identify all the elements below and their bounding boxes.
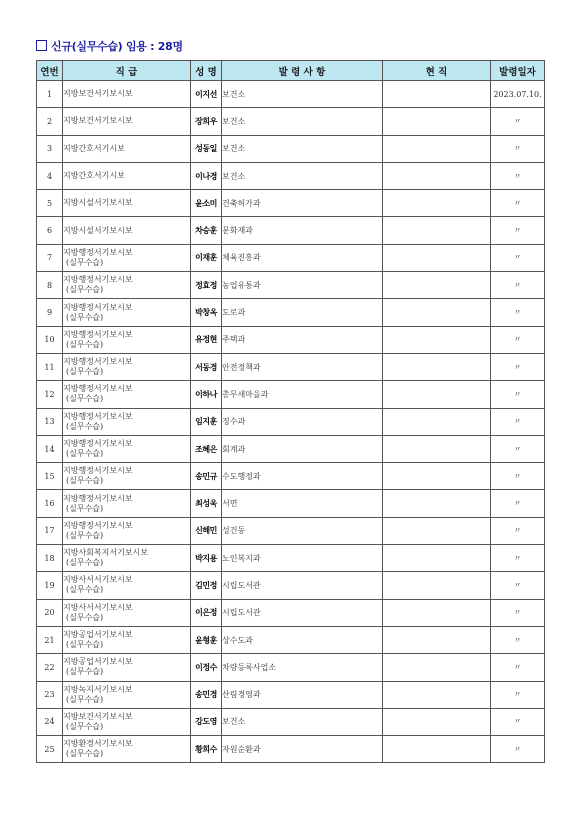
rank-title: 지방시설서기보시보: [63, 198, 133, 208]
person-name: 윤형훈: [191, 626, 222, 653]
table-row: [37, 463, 545, 490]
rank-cell: [63, 299, 191, 326]
rank-title: 지방환경서기보시보: [63, 739, 133, 749]
current-position: [383, 190, 491, 217]
table-row: [37, 545, 545, 572]
table-header-row: [37, 61, 545, 81]
table-row: [37, 190, 545, 217]
rank-title: 지방간호서기시보: [63, 171, 125, 181]
table-row: [37, 326, 545, 353]
rank-probation-note: (실무수습): [66, 449, 104, 458]
rank-cell: [63, 81, 191, 108]
header-rank: 직 급: [63, 61, 191, 81]
person-name: 유정현: [191, 326, 222, 353]
posting-department: 주택과: [222, 326, 383, 353]
person-name: 이은정: [191, 599, 222, 626]
row-number: 10: [37, 326, 63, 353]
posting-department: 보건소: [222, 708, 383, 735]
rank-probation-note: (실무수습): [66, 476, 104, 486]
rank-title: 지방행정서기보시보: [63, 329, 133, 339]
row-number: 9: [37, 299, 63, 326]
current-position: [383, 626, 491, 653]
appointment-date: 〃: [491, 244, 545, 271]
rank-cell: [63, 108, 191, 135]
rank-cell: [63, 463, 191, 490]
rank-cell: [63, 190, 191, 217]
rank-cell: [63, 408, 191, 435]
person-name: 임지훈: [191, 408, 222, 435]
person-name: 신해민: [191, 517, 222, 544]
rank-cell: [63, 435, 191, 462]
table-row: [37, 217, 545, 244]
current-position: [383, 736, 491, 763]
table-row: [37, 244, 545, 271]
table-row: [37, 408, 545, 435]
posting-department: 회계과: [222, 435, 383, 462]
rank-title: 지방공업서기보시보: [63, 630, 133, 640]
row-number: 12: [37, 381, 63, 408]
header-date: 발령일자: [491, 61, 545, 81]
row-number: 16: [37, 490, 63, 517]
rank-probation-note: (실무수습): [66, 612, 104, 622]
row-number: 7: [37, 244, 63, 271]
row-number: 21: [37, 626, 63, 653]
rank-title: 지방사회복지서기보시보: [63, 548, 149, 558]
current-position: [383, 81, 491, 108]
rank-cell: [63, 654, 191, 681]
current-position: [383, 353, 491, 380]
person-name: 황희수: [191, 736, 222, 763]
row-number: 19: [37, 572, 63, 599]
table-row: [37, 299, 545, 326]
rank-probation-note: (실무수습): [66, 694, 104, 704]
posting-department: 산림경영과: [222, 681, 383, 708]
appointment-date: 〃: [491, 299, 545, 326]
table-row: [37, 708, 545, 735]
person-name: 강도영: [191, 708, 222, 735]
rank-probation-note: (실무수습): [66, 558, 104, 568]
person-name: 이하나: [191, 381, 222, 408]
rank-title: 지방시설서기보시보: [63, 225, 133, 235]
rank-title: 지방보건서기보시보: [63, 89, 133, 99]
appointment-date: 〃: [491, 708, 545, 735]
rank-title: 지방행정서기보시보: [63, 357, 133, 367]
rank-probation-note: (실무수습): [66, 585, 104, 595]
person-name: 최성욱: [191, 490, 222, 517]
current-position: [383, 244, 491, 271]
rank-probation-note: (실무수습): [66, 421, 104, 431]
current-position: [383, 490, 491, 517]
table-row: [37, 681, 545, 708]
rank-probation-note: (실무수습): [66, 530, 104, 540]
header-posting: 발 령 사 항: [222, 61, 383, 81]
person-name: 이나경: [191, 162, 222, 189]
appointment-date: 〃: [491, 626, 545, 653]
current-position: [383, 108, 491, 135]
current-position: [383, 654, 491, 681]
appointment-date: 〃: [491, 162, 545, 189]
appointment-date: 〃: [491, 190, 545, 217]
rank-title: 지방행정서기보시보: [63, 275, 133, 285]
rank-cell: [63, 599, 191, 626]
table-row: [37, 490, 545, 517]
page-heading-text: 신규(실무수습) 임용 : 28명: [51, 40, 183, 53]
current-position: [383, 217, 491, 244]
current-position: [383, 599, 491, 626]
rank-title: 지방행정서기보시보: [63, 493, 133, 503]
current-position: [383, 272, 491, 299]
person-name: 장희우: [191, 108, 222, 135]
rank-title: 지방사서서기보시보: [63, 575, 133, 585]
appointment-date: 〃: [491, 381, 545, 408]
person-name: 성동일: [191, 135, 222, 162]
posting-department: 보건소: [222, 81, 383, 108]
posting-department: 보건소: [222, 162, 383, 189]
person-name: 송민경: [191, 681, 222, 708]
rank-cell: [63, 736, 191, 763]
row-number: 13: [37, 408, 63, 435]
current-position: [383, 572, 491, 599]
rank-cell: [63, 708, 191, 735]
row-number: 2: [37, 108, 63, 135]
row-number: 3: [37, 135, 63, 162]
rank-title: 지방행정서기보시보: [63, 520, 133, 530]
person-name: 이재훈: [191, 244, 222, 271]
posting-department: 시립도서관: [222, 599, 383, 626]
appointment-date: 〃: [491, 463, 545, 490]
rank-probation-note: (실무수습): [66, 721, 104, 731]
person-name: 이지선: [191, 81, 222, 108]
person-name: 서동경: [191, 353, 222, 380]
appointment-date: 〃: [491, 545, 545, 572]
rank-probation-note: (실무수습): [66, 257, 104, 267]
current-position: [383, 545, 491, 572]
table-row: [37, 81, 545, 108]
posting-department: 안전정책과: [222, 353, 383, 380]
rank-cell: [63, 681, 191, 708]
rank-cell: [63, 326, 191, 353]
rank-title: 지방보건서기보시보: [63, 711, 133, 721]
posting-department: 노인복지과: [222, 545, 383, 572]
table-row: [37, 736, 545, 763]
person-name: 김민정: [191, 572, 222, 599]
table-row: [37, 162, 545, 189]
appointment-date: 〃: [491, 353, 545, 380]
rank-cell: [63, 545, 191, 572]
appointment-date: 〃: [491, 490, 545, 517]
rank-cell: [63, 490, 191, 517]
appointment-date: 〃: [491, 681, 545, 708]
posting-department: 상수도과: [222, 626, 383, 653]
table-row: [37, 435, 545, 462]
row-number: 4: [37, 162, 63, 189]
rank-cell: [63, 517, 191, 544]
current-position: [383, 408, 491, 435]
rank-probation-note: (실무수습): [66, 667, 104, 677]
rank-title: 지방보건서기보시보: [63, 116, 133, 126]
table-row: [37, 572, 545, 599]
row-number: 23: [37, 681, 63, 708]
checkbox-square-icon: [36, 40, 47, 51]
posting-department: 건축허가과: [222, 190, 383, 217]
rank-title: 지방행정서기보시보: [63, 247, 133, 257]
rank-cell: [63, 572, 191, 599]
table-row: [37, 272, 545, 299]
posting-department: 문화재과: [222, 217, 383, 244]
rank-title: 지방행정서기보시보: [63, 302, 133, 312]
appointment-date: 〃: [491, 272, 545, 299]
rank-title: 지방행정서기보시보: [63, 439, 133, 448]
appointment-date: 〃: [491, 408, 545, 435]
header-current: 현 직: [383, 61, 491, 81]
person-name: 박지용: [191, 545, 222, 572]
row-number: 25: [37, 736, 63, 763]
rank-probation-note: (실무수습): [66, 367, 104, 377]
current-position: [383, 517, 491, 544]
rank-probation-note: (실무수습): [66, 640, 104, 650]
current-position: [383, 326, 491, 353]
rank-probation-note: (실무수습): [66, 503, 104, 513]
posting-department: 징수과: [222, 408, 383, 435]
posting-department: 체육진흥과: [222, 244, 383, 271]
person-name: 정효정: [191, 272, 222, 299]
row-number: 17: [37, 517, 63, 544]
current-position: [383, 463, 491, 490]
rank-cell: [63, 217, 191, 244]
appointment-date: 〃: [491, 217, 545, 244]
appointment-date: 2023.07.10.: [491, 81, 545, 108]
row-number: 5: [37, 190, 63, 217]
appointment-date: 〃: [491, 736, 545, 763]
table-row: [37, 517, 545, 544]
rank-title: 지방공업서기보시보: [63, 657, 133, 667]
rank-cell: [63, 162, 191, 189]
posting-department: 도로과: [222, 299, 383, 326]
appointment-date: 〃: [491, 135, 545, 162]
current-position: [383, 299, 491, 326]
rank-cell: [63, 272, 191, 299]
posting-department: 농업유통과: [222, 272, 383, 299]
appointment-date: 〃: [491, 654, 545, 681]
rank-probation-note: (실무수습): [66, 312, 104, 322]
appointment-date: 〃: [491, 572, 545, 599]
person-name: 박창옥: [191, 299, 222, 326]
row-number: 14: [37, 435, 63, 462]
row-number: 24: [37, 708, 63, 735]
rank-title: 지방간호서기시보: [63, 143, 125, 153]
posting-department: 시립도서관: [222, 572, 383, 599]
row-number: 15: [37, 463, 63, 490]
rank-title: 지방사서서기보시보: [63, 602, 133, 612]
current-position: [383, 708, 491, 735]
appointment-table: [36, 60, 545, 763]
appointment-date: 〃: [491, 326, 545, 353]
appointment-date: 〃: [491, 517, 545, 544]
row-number: 22: [37, 654, 63, 681]
rank-cell: [63, 626, 191, 653]
posting-department: 수도행정과: [222, 463, 383, 490]
posting-department: 차량등록사업소: [222, 654, 383, 681]
table-row: [37, 599, 545, 626]
rank-probation-note: (실무수습): [66, 285, 104, 295]
appointment-date: 〃: [491, 599, 545, 626]
rank-title: 지방녹지서기보시보: [63, 684, 133, 694]
rank-cell: [63, 135, 191, 162]
row-number: 20: [37, 599, 63, 626]
person-name: 윤소미: [191, 190, 222, 217]
table-row: [37, 108, 545, 135]
page-heading: [36, 38, 183, 54]
person-name: 이정수: [191, 654, 222, 681]
rank-title: 지방행정서기보시보: [63, 384, 133, 394]
posting-department: 자원순환과: [222, 736, 383, 763]
table-row: [37, 353, 545, 380]
rank-cell: [63, 381, 191, 408]
row-number: 6: [37, 217, 63, 244]
header-no: 연번: [37, 61, 63, 81]
header-name: 성 명: [191, 61, 222, 81]
posting-department: 서면: [222, 490, 383, 517]
rank-title: 지방행정서기보시보: [63, 466, 133, 476]
posting-department: 성건동: [222, 517, 383, 544]
person-name: 차승훈: [191, 217, 222, 244]
table-row: [37, 654, 545, 681]
posting-department: 총무새마을과: [222, 381, 383, 408]
row-number: 1: [37, 81, 63, 108]
rank-probation-note: (실무수습): [66, 339, 104, 349]
current-position: [383, 381, 491, 408]
row-number: 8: [37, 272, 63, 299]
appointment-date: 〃: [491, 435, 545, 462]
current-position: [383, 681, 491, 708]
rank-cell: [63, 353, 191, 380]
table-row: [37, 626, 545, 653]
rank-cell: [63, 244, 191, 271]
table-row: [37, 381, 545, 408]
table-row: [37, 135, 545, 162]
person-name: 조혜은: [191, 435, 222, 462]
current-position: [383, 135, 491, 162]
appointment-date: 〃: [491, 108, 545, 135]
current-position: [383, 435, 491, 462]
rank-title: 지방행정서기보시보: [63, 411, 133, 421]
person-name: 송민규: [191, 463, 222, 490]
row-number: 18: [37, 545, 63, 572]
posting-department: 보건소: [222, 108, 383, 135]
posting-department: 보건소: [222, 135, 383, 162]
rank-probation-note: (실무수습): [66, 394, 104, 404]
current-position: [383, 162, 491, 189]
row-number: 11: [37, 353, 63, 380]
rank-probation-note: (실무수습): [66, 749, 104, 759]
